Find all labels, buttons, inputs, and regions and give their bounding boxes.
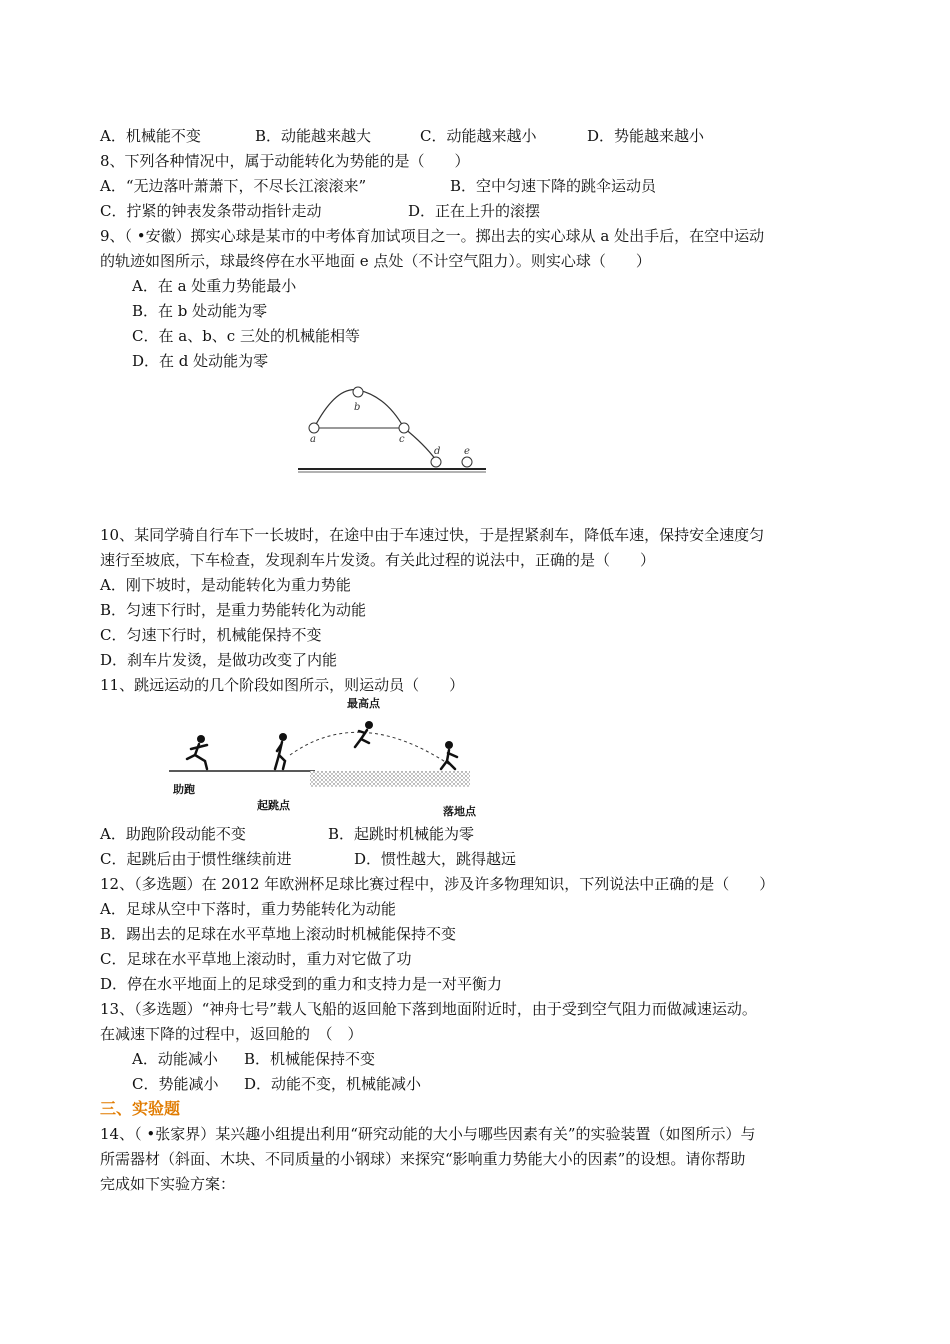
q7-option-c: C．动能越来越小 <box>420 127 537 145</box>
q10-stem-line2: 速行至坡底，下车检查，发现刹车片发烫。有关此过程的说法中，正确的是（ ） <box>100 551 656 569</box>
q13-option-c: C．势能减小 <box>132 1075 219 1093</box>
q12-option-d: D．停在水平地面上的足球受到的重力和支持力是一对平衡力 <box>100 975 503 993</box>
q11-long-jump-figure <box>165 695 480 820</box>
q12-option-b: B．踢出去的足球在水平草地上滚动时机械能保持不变 <box>100 925 457 943</box>
q8-option-a: A．“无边落叶萧萧下，不尽长江滚滚来” <box>100 177 367 195</box>
label-e: e <box>464 446 470 457</box>
q8-option-c: C．拧紧的钟表发条带动指针走动 <box>100 202 322 220</box>
label-d: d <box>434 446 441 457</box>
q7-option-a: A．机械能不变 <box>100 127 201 145</box>
q12-option-c: C．足球在水平草地上滚动时，重力对它做了功 <box>100 950 412 968</box>
q11-option-c: C．起跳后由于惯性继续前进 <box>100 850 292 868</box>
q11-option-b: B．起跳时机械能为零 <box>328 825 475 843</box>
ball-e <box>462 457 472 467</box>
runner-figure <box>187 735 207 769</box>
q7-option-b: B．动能越来越大 <box>255 127 372 145</box>
q13-stem-line2: 在减速下降的过程中，返回舱的 （ ） <box>100 1025 363 1043</box>
q7-options <box>100 126 704 146</box>
q13-options-row2 <box>132 1074 421 1094</box>
jump-arc <box>290 732 450 765</box>
q13-option-a: A．动能减小 <box>132 1050 218 1068</box>
q10-option-b: B．匀速下行时，是重力势能转化为动能 <box>100 601 367 619</box>
label-b: b <box>354 402 361 413</box>
q14-stem-line2: 所需器材（斜面、木块、不同质量的小钢球）来探究“影响重力势能大小的因素”的设想。请你帮助 <box>100 1150 746 1168</box>
q9-option-a: A．在 a 处重力势能最小 <box>132 277 297 295</box>
q9-stem-line1: 9、（ •安徽）掷实心球是某市的中考体育加试项目之一。掷出去的实心球从 a 处出手后，在空中运动 <box>100 227 765 245</box>
fall-line <box>404 428 436 460</box>
q7-option-d: D．势能越来越小 <box>587 127 705 145</box>
ball-a <box>309 423 319 433</box>
q11-options-row2 <box>100 849 516 869</box>
label-takeoff: 起跳点 <box>257 799 290 812</box>
q9-option-b: B．在 b 处动能为零 <box>132 302 268 320</box>
label-c: c <box>399 434 405 445</box>
label-run: 助跑 <box>173 783 195 796</box>
sand-pit <box>310 771 470 787</box>
q8-stem: 8、下列各种情况中，属于动能转化为势能的是（ ） <box>100 152 470 170</box>
takeoff-figure <box>275 733 287 769</box>
label-land: 落地点 <box>443 805 476 818</box>
q14-stem-line3: 完成如下实验方案： <box>100 1175 236 1193</box>
flight-figure <box>355 721 373 747</box>
q14-stem-line1: 14、（ •张家界）某兴趣小组提出利用“研究动能的大小与哪些因素有关”的实验装置（如图所示）与 <box>100 1125 756 1143</box>
q10-option-a: A．刚下坡时，是动能转化为重力势能 <box>100 576 351 594</box>
label-a: a <box>310 434 316 445</box>
q12-option-a: A．足球从空中下落时，重力势能转化为动能 <box>100 900 396 918</box>
section-heading-experiment: 三、实验题 <box>100 1099 181 1118</box>
q9-option-c: C．在 a、b、c 三处的机械能相等 <box>132 327 360 345</box>
q8-option-d: D．正在上升的滚摆 <box>408 202 541 220</box>
q8-option-b: B．空中匀速下降的跳伞运动员 <box>450 177 657 195</box>
q9-trajectory-figure <box>296 378 492 478</box>
q13-stem-line1: 13、（多选题）“神舟七号”载人飞船的返回舱下落到地面附近时，由于受到空气阻力而做减速运动。 <box>100 1000 757 1018</box>
ball-d <box>431 457 441 467</box>
q11-options-row1 <box>100 824 474 844</box>
q10-option-d: D．刹车片发烫，是做功改变了内能 <box>100 651 338 669</box>
q9-stem-line2: 的轨迹如图所示，球最终停在水平地面 e 点处（不计空气阻力）。则实心球（ ） <box>100 252 651 270</box>
q10-option-c: C．匀速下行时，机械能保持不变 <box>100 626 322 644</box>
ball-b <box>353 387 363 397</box>
label-top-point: 最高点 <box>347 697 380 710</box>
ball-c <box>399 423 409 433</box>
q10-stem-line1: 10、某同学骑自行车下一长坡时，在途中由于车速过快，于是捏紧刹车，降低车速，保持安全速度匀 <box>100 526 765 544</box>
q11-option-d: D．惯性越大，跳得越远 <box>354 850 517 868</box>
q8-options-row2 <box>100 201 540 221</box>
q8-options-row1 <box>100 176 656 196</box>
q13-option-b: B．机械能保持不变 <box>244 1050 376 1068</box>
q9-option-d: D．在 d 处动能为零 <box>132 352 269 370</box>
q11-stem: 11、跳远运动的几个阶段如图所示，则运动员（ ） <box>100 676 465 694</box>
q11-option-a: A．助跑阶段动能不变 <box>100 825 246 843</box>
q12-stem: 12、（多选题）在 2012 年欧洲杯足球比赛过程中，涉及许多物理知识，下列说法中正确的是（ ） <box>100 875 775 893</box>
q13-option-d: D．动能不变，机械能减小 <box>244 1075 422 1093</box>
q13-options-row1 <box>132 1049 375 1069</box>
